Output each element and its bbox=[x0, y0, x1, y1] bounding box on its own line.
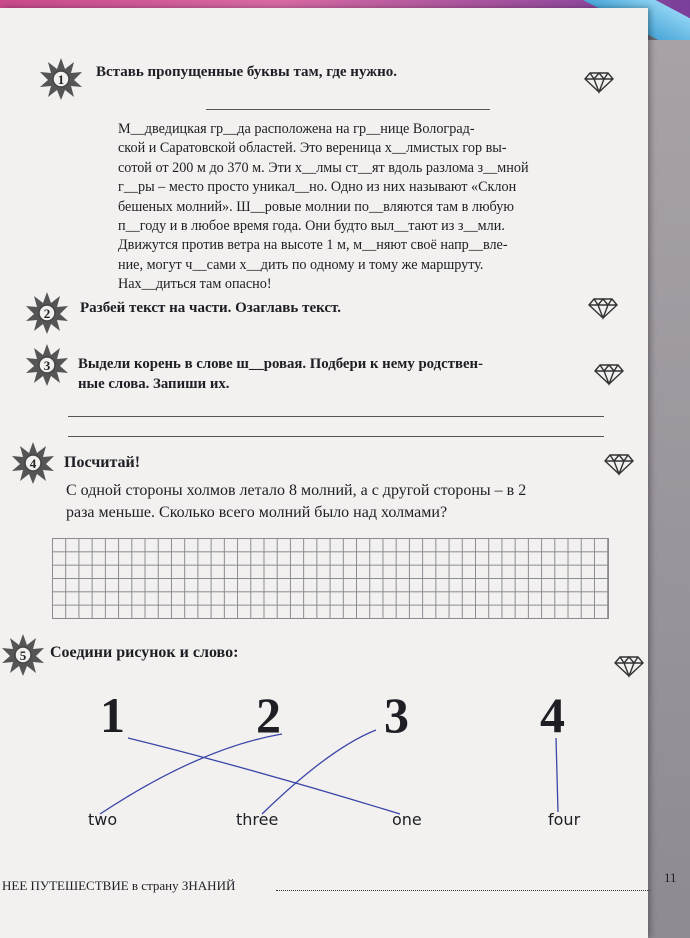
word-two: two bbox=[88, 810, 118, 829]
task-3-badge bbox=[24, 342, 70, 388]
task-1-text-line: ние, могут ч__сами х__дить по одному и тому же маршруту. bbox=[118, 256, 484, 273]
task-2-number: 2 bbox=[43, 306, 51, 321]
diamond-icon bbox=[604, 446, 634, 476]
task-4-number: 4 bbox=[29, 456, 37, 471]
diamond-icon bbox=[594, 356, 624, 386]
task-1-text bbox=[118, 120, 600, 295]
task-1-text-line: М__дведицкая гр__да расположена на гр__нице Волоград- bbox=[118, 121, 475, 137]
word-three: three bbox=[236, 810, 279, 829]
page-footer bbox=[0, 876, 648, 900]
footer-dots bbox=[276, 890, 650, 891]
number-3: 3 bbox=[384, 687, 409, 743]
number-4: 4 bbox=[540, 687, 565, 743]
task-1-title: Вставь пропущенные буквы там, где нужно. bbox=[96, 64, 398, 80]
task-1-text-line: г__ры – место просто уникал__но. Одно из них называют «Склон bbox=[118, 179, 517, 196]
diamond-icon bbox=[614, 648, 644, 678]
task-1-text-line: Движутся против ветра на высоте 1 м, м__няют своё напр__вле- bbox=[118, 237, 508, 254]
word-one: one bbox=[392, 810, 422, 829]
page-number: 11 bbox=[664, 870, 677, 885]
task-1-text-line: бешеных молний». Ш__ровые молнии по__вляются там в любую bbox=[118, 198, 514, 215]
task-4-title: Посчитай! bbox=[64, 454, 141, 471]
number-2: 2 bbox=[256, 687, 281, 743]
task-2-title: Разбей текст на части. Озаглавь текст. bbox=[80, 300, 342, 316]
task-4-badge bbox=[10, 440, 56, 486]
diamond-icon bbox=[588, 290, 618, 320]
task-3-text-line: ные слова. Запиши их. bbox=[78, 376, 230, 392]
task-5-badge bbox=[0, 632, 46, 678]
task-1-badge bbox=[38, 56, 84, 102]
task-5-title: Соедини рисунок и слово: bbox=[50, 644, 239, 661]
task-1-text-line: ской и Саратовской областей. Это вереница х__лмистых гор вы- bbox=[118, 140, 507, 157]
diamond-icon bbox=[584, 64, 614, 94]
connection-line bbox=[128, 738, 400, 814]
task-1-number: 1 bbox=[57, 72, 65, 87]
task-3-text-line: Выдели корень в слове ш__ровая. Подбери к нему родствен- bbox=[78, 356, 483, 372]
answer-line[interactable] bbox=[68, 436, 604, 437]
task-5-number: 5 bbox=[19, 648, 27, 663]
task-4-text-line: С одной стороны холмов летало 8 молний, а с другой стороны – в 2 bbox=[66, 482, 527, 499]
connection-line bbox=[556, 738, 558, 812]
task-1-text-line: Нах__диться там опасно! bbox=[118, 276, 272, 293]
task-1-text-line: сотой от 200 м до 370 м. Эти х__лмы ст__ят вдоль разлома з__мной bbox=[118, 159, 529, 176]
task-3-text bbox=[78, 354, 598, 394]
task-2-badge bbox=[24, 290, 70, 336]
number-1: 1 bbox=[100, 687, 125, 743]
task-4-text-line: раза меньше. Сколько всего молний было над холмами? bbox=[66, 504, 448, 521]
task-4-text bbox=[66, 480, 626, 524]
connection-line bbox=[100, 734, 282, 814]
footer-title: НЕЕ ПУТЕШЕСТВИЕ в страну ЗНАНИЙ bbox=[2, 878, 236, 893]
workbook-page bbox=[0, 8, 648, 938]
word-four: four bbox=[548, 810, 581, 829]
task-1-text-line: п__году и в любое время года. Они будто выл__тают из з__мли. bbox=[118, 218, 505, 235]
task-3-number: 3 bbox=[43, 358, 51, 373]
answer-line[interactable] bbox=[206, 109, 490, 110]
answer-line[interactable] bbox=[68, 416, 604, 417]
answer-grid[interactable] bbox=[52, 538, 609, 619]
